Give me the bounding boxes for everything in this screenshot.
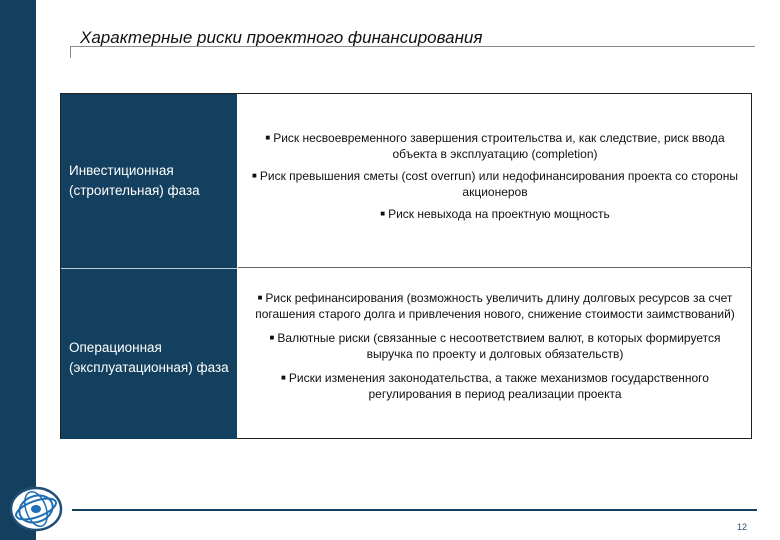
bullet-icon: ■	[269, 333, 275, 342]
bullet-icon: ■	[252, 171, 257, 180]
footer-rule	[72, 509, 757, 511]
bullet-icon: ■	[257, 293, 263, 302]
bullet-icon: ■	[265, 133, 271, 142]
phase-label-investment: Инвестиционная (строительная) фаза	[69, 163, 200, 198]
phase-cell-operation	[61, 269, 237, 439]
risk-item	[246, 168, 744, 200]
bullet-icon: ■	[281, 373, 286, 382]
risk-table	[60, 93, 752, 439]
risk-text: Риск превышения сметы (cost overrun) или недофинансирования проекта со стороны акционеров	[259, 169, 738, 199]
left-sidebar-band	[0, 0, 36, 540]
risk-item	[246, 130, 744, 162]
globe-logo-icon	[4, 483, 68, 535]
phase-label-operation: Операционная (эксплуатационная) фаза	[69, 340, 229, 375]
risks-cell-investment	[238, 130, 752, 228]
risk-text: Риск рефинансирования (возможность увеличить длину долговых ресурсов за счет погашения старого долга и привлечения нового, снижение стоимости заимствований)	[255, 291, 735, 321]
title-underline-tick	[70, 46, 71, 58]
title-underline	[70, 46, 755, 47]
phase-cell-investment	[61, 94, 237, 268]
bullet-icon: ■	[380, 209, 386, 218]
risk-item	[246, 370, 744, 402]
slide-title: Характерные риски проектного финансирования	[80, 28, 483, 47]
risk-item	[246, 290, 744, 322]
row-divider	[238, 267, 752, 268]
risk-text: Риски изменения законодательства, а также механизмов государственного регулирования в период реализации проекта	[288, 371, 709, 401]
risk-text: Риск невыхода на проектную мощность	[388, 207, 610, 221]
risk-text: Валютные риски (связанные с несоответствием валют, в которых формируется выручка по проекту и долговых обязательств)	[277, 331, 721, 361]
risk-item	[246, 330, 744, 362]
page-number: 12	[737, 522, 748, 532]
risks-cell-operation	[238, 290, 752, 410]
risk-text: Риск несвоевременного завершения строительства и, как следствие, риск ввода объекта в эксплуатацию (completion)	[273, 131, 725, 161]
risk-item	[246, 206, 744, 222]
